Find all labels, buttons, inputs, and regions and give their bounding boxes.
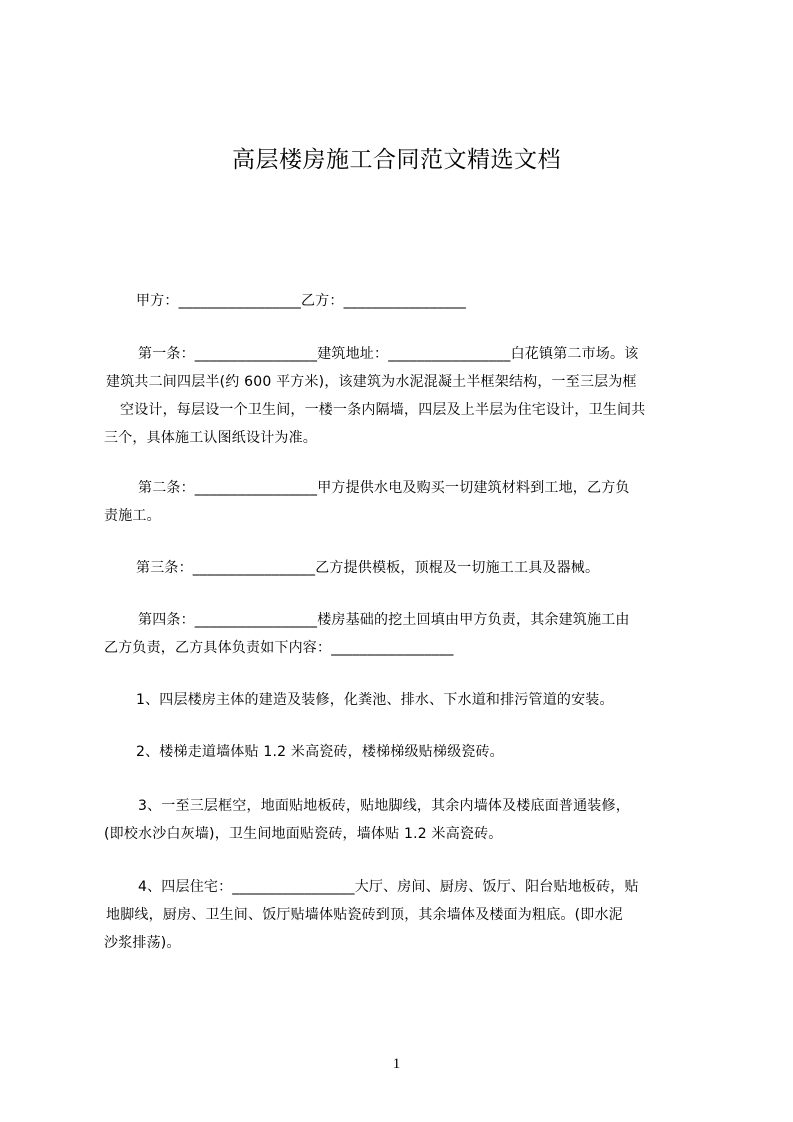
parties-line: 甲方：_________________乙方：_________________ — [136, 293, 466, 309]
article-1-line-1: 第一条：_________________建筑地址：_________________白花镇第二市场。该 — [138, 346, 639, 362]
item-1-paragraph — [104, 686, 704, 714]
item-3-paragraph — [104, 792, 704, 848]
item-4-line-3: 沙浆排荡)。 — [104, 935, 181, 951]
article-4-paragraph — [104, 606, 704, 662]
item-4-line-2: 地脚线，厨房、卫生间、饭厅贴墙体贴瓷砖到顶，其余墙体及楼面为粗底。(即水泥 — [106, 907, 623, 923]
item-2-line-1: 2、楼梯走道墙体贴 1.2 米高瓷砖，楼梯梯级贴梯级瓷砖。 — [136, 744, 504, 760]
article-4-line-1: 第四条：_________________楼房基础的挖土回填由甲方负责，其余建筑施工由 — [138, 612, 630, 628]
article-1-paragraph — [104, 340, 704, 452]
item-2-paragraph — [104, 738, 704, 766]
article-3-line-1: 第三条：_________________乙方提供模板，顶棍及一切施工工具及器械。 — [136, 560, 600, 576]
article-2-paragraph — [104, 474, 704, 530]
item-3-line-1: 3、一至三层框空，地面贴地板砖，贴地脚线，其余内墙体及楼底面普通装修， — [138, 798, 630, 814]
item-4-line-1: 4、四层住宅：_________________大厅、房间、厨房、饭厅、阳台贴地板砖，贴 — [138, 879, 639, 895]
item-3-line-2: (即校水沙白灰墙)，卫生间地面贴瓷砖，墙体贴 1.2 米高瓷砖。 — [104, 826, 503, 842]
item-4-paragraph — [104, 873, 704, 957]
item-1-line-1: 1、四层楼房主体的建造及装修，化粪池、排水、下水道和排污管道的安装。 — [136, 692, 614, 708]
page-number: 1 — [392, 1056, 401, 1072]
article-2-line-1: 第二条：_________________甲方提供水电及购买一切建筑材料到工地，乙方负 — [138, 480, 630, 496]
article-1-line-3: 空设计，每层设一个卫生间，一楼一条内隔墙，四层及上半层为住宅设计，卫生间共 — [120, 402, 646, 418]
article-1-line-2: 建筑共二间四层半(约 600 平方米)，该建筑为水泥混凝土半框架结构，一至三层为框 — [106, 374, 637, 390]
article-2-line-2: 责施工。 — [104, 508, 161, 524]
document-title: 高层楼房施工合同范文精选文档 — [232, 147, 561, 173]
article-3-paragraph — [104, 554, 704, 582]
article-1-line-4: 三个，具体施工认图纸设计为准。 — [104, 430, 317, 446]
article-4-line-2: 乙方负责，乙方具体负责如下内容：_________________ — [104, 640, 454, 656]
parties-paragraph — [136, 287, 736, 315]
